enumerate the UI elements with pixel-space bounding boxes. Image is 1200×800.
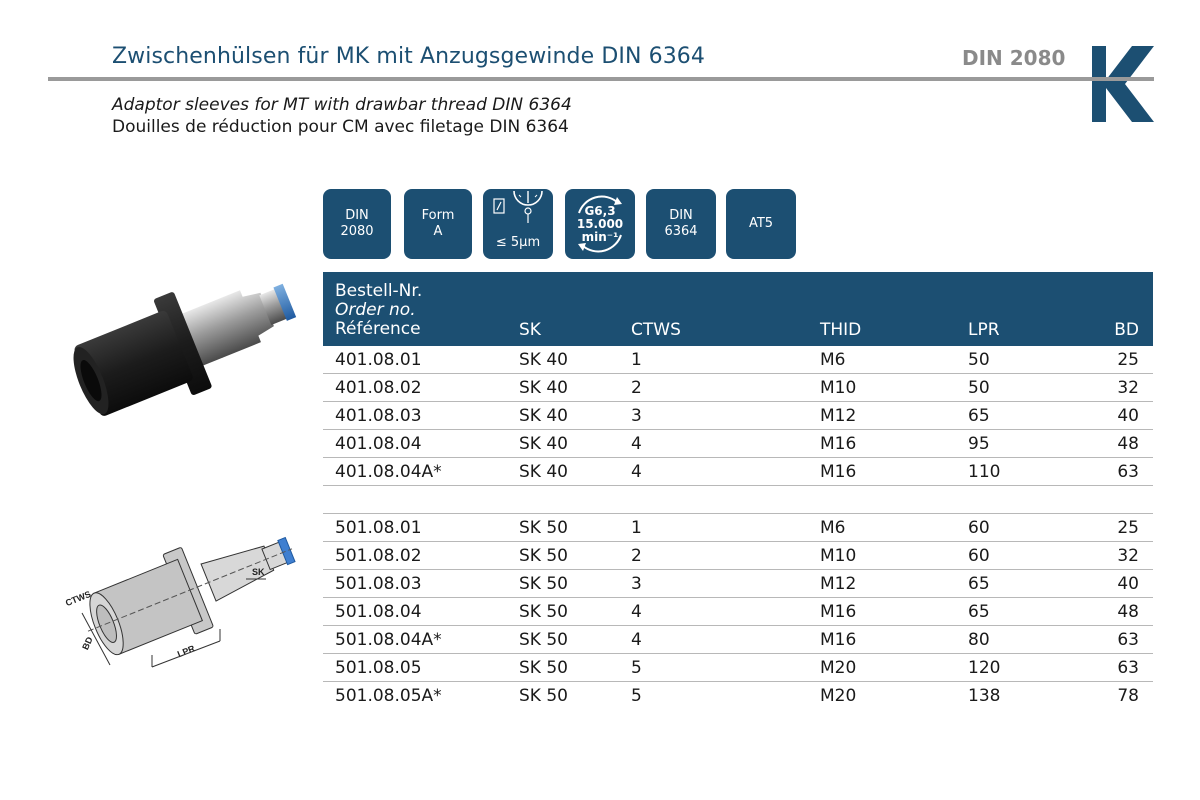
table-header (323, 272, 1153, 346)
cell-ref: 401.08.04A* (335, 462, 442, 482)
cell-sk: SK 50 (519, 630, 568, 650)
cell-sk: SK 50 (519, 602, 568, 622)
cell-ref: 501.08.05 (335, 658, 422, 678)
cell-thid: M10 (820, 378, 857, 398)
table-row (323, 570, 1153, 598)
cell-sk: SK 50 (519, 686, 568, 706)
cell-lpr: 60 (968, 518, 990, 538)
cell-lpr: 65 (968, 406, 990, 426)
subtitle-english: Adaptor sleeves for MT with drawbar thread DIN 6364 (112, 95, 572, 115)
header-lpr: LPR (968, 320, 1000, 340)
table-row (323, 430, 1153, 458)
cell-ctws: 4 (631, 602, 642, 622)
cell-ctws: 3 (631, 574, 642, 594)
cell-thid: M20 (820, 658, 857, 678)
cell-ref: 401.08.03 (335, 406, 422, 426)
cell-lpr: 60 (968, 546, 990, 566)
dial-gauge-icon (486, 189, 550, 227)
badge-form-a (404, 189, 472, 259)
table-row (323, 402, 1153, 430)
header-sk: SK (519, 320, 541, 340)
cell-thid: M10 (820, 546, 857, 566)
standard-label: DIN 2080 (962, 46, 1066, 70)
badge-din-2080-line2: 2080 (340, 224, 374, 239)
cell-thid: M16 (820, 602, 857, 622)
cell-sk: SK 50 (519, 546, 568, 566)
badge-runout (483, 189, 553, 259)
cell-lpr: 65 (968, 602, 990, 622)
cell-bd: 63 (1117, 630, 1139, 650)
cell-sk: SK 40 (519, 406, 568, 426)
cell-ctws: 4 (631, 434, 642, 454)
cell-ctws: 3 (631, 406, 642, 426)
drawing-label-lpr: LPR (175, 643, 197, 660)
badge-runout-value: ≤ 5µm (495, 235, 541, 250)
cell-ref: 501.08.04 (335, 602, 422, 622)
cell-sk: SK 40 (519, 350, 568, 370)
cell-bd: 40 (1117, 574, 1139, 594)
cell-bd: 25 (1117, 350, 1139, 370)
cell-ref: 401.08.04 (335, 434, 422, 454)
cell-thid: M16 (820, 630, 857, 650)
cell-thid: M20 (820, 686, 857, 706)
cell-bd: 63 (1117, 658, 1139, 678)
header-bd: BD (1114, 320, 1139, 340)
cell-bd: 32 (1117, 378, 1139, 398)
badge-at5 (726, 189, 796, 259)
header-order-en: Order no. (335, 300, 416, 320)
cell-ctws: 4 (631, 462, 642, 482)
table-row (323, 346, 1153, 374)
cell-bd: 25 (1117, 518, 1139, 538)
badge-din-6364 (646, 189, 716, 259)
cell-thid: M12 (820, 406, 857, 426)
badge-at5-label: AT5 (748, 216, 774, 231)
technical-drawing (60, 495, 310, 690)
cell-bd: 32 (1117, 546, 1139, 566)
table-row (323, 654, 1153, 682)
header-order-number (335, 282, 422, 339)
cell-ctws: 4 (631, 630, 642, 650)
cell-thid: M16 (820, 434, 857, 454)
page-title: Zwischenhülsen für MK mit Anzugsgewinde DIN 6364 (112, 44, 705, 69)
badge-balance-unit: min⁻¹ (581, 229, 619, 244)
badge-balance-rpm: 15.000 (576, 216, 624, 231)
cell-sk: SK 50 (519, 574, 568, 594)
cell-ref: 401.08.01 (335, 350, 422, 370)
table-row (323, 682, 1153, 710)
product-photo (70, 232, 305, 432)
cell-lpr: 50 (968, 350, 990, 370)
cell-thid: M12 (820, 574, 857, 594)
cell-ctws: 5 (631, 686, 642, 706)
badge-balance (565, 189, 635, 259)
badge-din-2080 (323, 189, 391, 259)
table-row (323, 514, 1153, 542)
drawing-label-sk: SK (252, 567, 265, 577)
table-row (323, 458, 1153, 486)
badge-form-line1: Form (421, 208, 455, 223)
cell-thid: M6 (820, 518, 846, 538)
cell-ref: 501.08.02 (335, 546, 422, 566)
cell-ref: 401.08.02 (335, 378, 422, 398)
cell-lpr: 65 (968, 574, 990, 594)
cell-ref: 501.08.04A* (335, 630, 442, 650)
cell-sk: SK 50 (519, 658, 568, 678)
badge-balance-grade: G6,3 (584, 203, 616, 218)
header-order-fr: Référence (335, 319, 421, 339)
cell-bd: 48 (1117, 602, 1139, 622)
table-row (323, 542, 1153, 570)
cell-lpr: 120 (968, 658, 1001, 678)
cell-ref: 501.08.05A* (335, 686, 442, 706)
table-row-spacer (323, 486, 1153, 514)
cell-ref: 501.08.01 (335, 518, 422, 538)
badge-form-line2: A (433, 224, 443, 239)
header-thid: THID (820, 320, 862, 340)
cell-thid: M6 (820, 350, 846, 370)
cell-sk: SK 40 (519, 378, 568, 398)
cell-sk: SK 50 (519, 518, 568, 538)
table-row (323, 374, 1153, 402)
drawing-label-bd: BD (80, 635, 95, 652)
cell-ctws: 2 (631, 378, 642, 398)
cell-bd: 78 (1117, 686, 1139, 706)
cell-ctws: 1 (631, 518, 642, 538)
k-logo (1092, 46, 1154, 122)
badge-din-6364-line1: DIN (669, 208, 693, 223)
header-order-de: Bestell-Nr. (335, 281, 423, 301)
cell-sk: SK 40 (519, 434, 568, 454)
header-ctws: CTWS (631, 320, 681, 340)
cell-ref: 501.08.03 (335, 574, 422, 594)
cell-bd: 48 (1117, 434, 1139, 454)
cell-ctws: 5 (631, 658, 642, 678)
cell-bd: 40 (1117, 406, 1139, 426)
cell-bd: 63 (1117, 462, 1139, 482)
cell-lpr: 110 (968, 462, 1001, 482)
table-row (323, 598, 1153, 626)
cell-lpr: 80 (968, 630, 990, 650)
cell-thid: M16 (820, 462, 857, 482)
header-rule (48, 77, 1094, 81)
badge-din-2080-line1: DIN (345, 208, 369, 223)
cell-lpr: 138 (968, 686, 1001, 706)
subtitle-french: Douilles de réduction pour CM avec filetage DIN 6364 (112, 117, 569, 137)
cell-lpr: 50 (968, 378, 990, 398)
cell-ctws: 2 (631, 546, 642, 566)
table-row (323, 626, 1153, 654)
cell-lpr: 95 (968, 434, 990, 454)
cell-sk: SK 40 (519, 462, 568, 482)
badge-din-6364-line2: 6364 (664, 224, 698, 239)
cell-ctws: 1 (631, 350, 642, 370)
drawing-label-ctws: CTWS (64, 588, 93, 609)
